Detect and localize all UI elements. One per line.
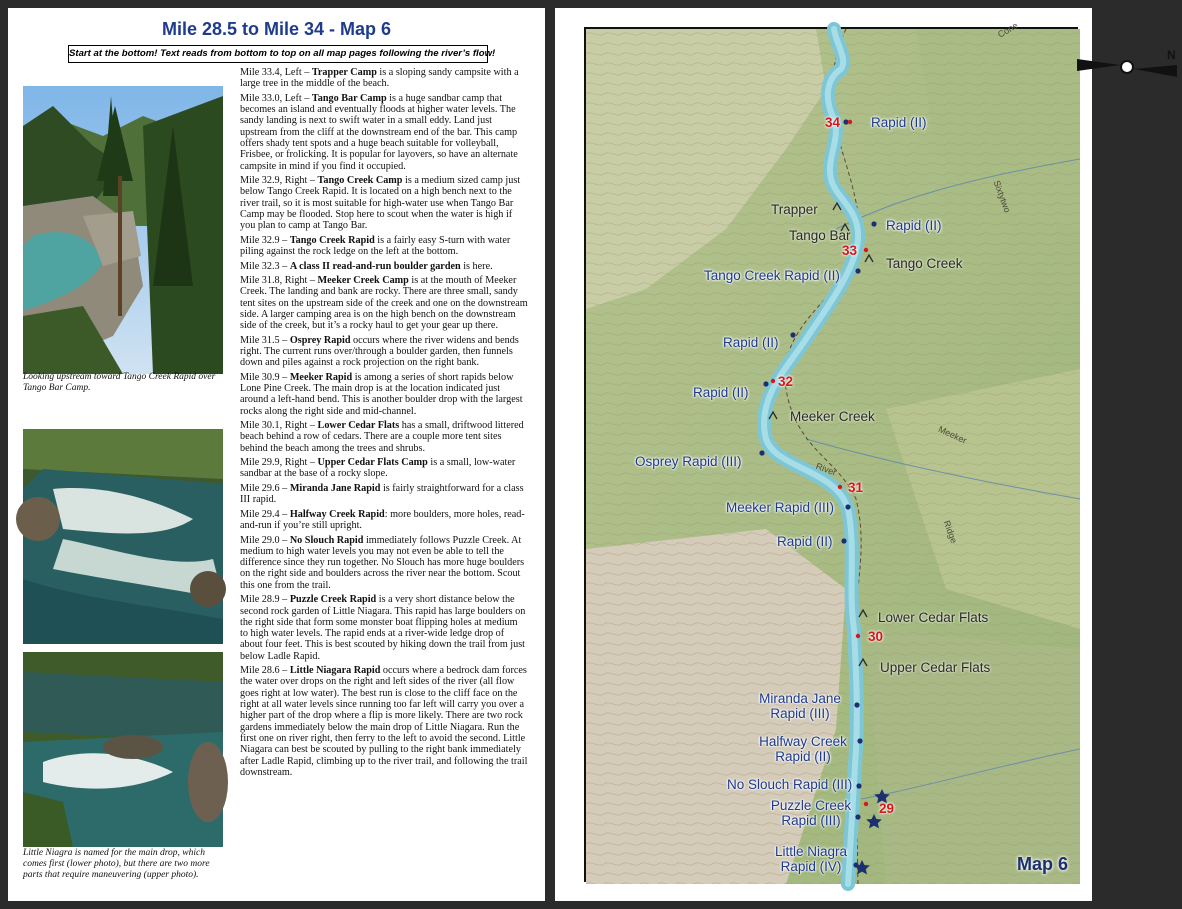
topo-name-ridge: Ridge bbox=[941, 519, 960, 545]
map-number-label: Map 6 bbox=[1016, 854, 1068, 874]
entry-puzzle-creek: Mile 28.9 – Puzzle Creek Rapid is a very short distance below the second rock garden of Little Niagara. This rapid has large boulders on the right side that form some monster boat flipping holes at medium to high water levels. The rapid ends at a river-wide ledge drop of about four feet. This is best scouted by hiking down the trail from just below Ladle Rapid. bbox=[240, 594, 526, 662]
entry-no-slouch: Mile 29.0 – No Slouch Rapid immediately follows Puzzle Creek. At medium to high water levels you may not even be able to tell the difference since they run together. No Slouch has more huge boulders on the right side and boulders across the river near the bottom. Scout this one from the trail. bbox=[240, 534, 525, 591]
entry-lower-cedar-flats: Mile 30.1, Right – Lower Cedar Flats has a small, driftwood littered beach behind a row of cedars. There are a couple more tent sites behind the beach among the trees and shrubs. bbox=[240, 420, 524, 454]
mile-marker-32: 32 bbox=[778, 374, 794, 389]
map-label-tango-bar: Tango Bar bbox=[789, 228, 851, 243]
entry-tango-creek-camp: Mile 32.9, Right – Tango Creek Camp is a medium sized camp just below Tango Creek Rapid. It is located on a high bench next to the river trail, so it is most suitable for high-water use when Tango Bar Camp may be flooded. Stop here to scout when the water is high if you plan to camp at Tango Bar. bbox=[240, 175, 521, 232]
map-label-meeker-creek: Meeker Creek bbox=[790, 409, 875, 424]
entry-tango-bar-camp: Mile 33.0, Left – Tango Bar Camp is a huge sandbar camp that becomes an island and eventually floods at higher water levels. The sandy landing is next to swift water in a small eddy. Land just upstream from the cliff at the downstream end of the bar. This camp offers shady tent spots and a huge beach suitable for volleyball, Frisbee, or frolicking. It is popular for layovers, so have an alternate campsite in mind if you find it occupied. bbox=[240, 92, 518, 172]
topo-name-sixtytwo: Sixtytwo bbox=[991, 179, 1013, 214]
mile-marker-34: 34 bbox=[825, 115, 841, 130]
photo-little-niagra-lower bbox=[23, 652, 223, 847]
entry-little-niagara: Mile 28.6 – Little Niagara Rapid occurs where a bedrock dam forces the water over drops on the right and left sides of the river (all flow goes right at low water). The best run is close to the cliff face on the right at all water levels since running too far left will carry you over a higher part of the drop where a flip is more likely. There are two rock gardens immediately below the main drop of Little Niagara. Run the first one on river right, then ferry to the left to avoid the second. Little Niagara can best be scouted by pulling to the right bank immediately after Ladle Rapid, climbing up to the river trail, and following the trail downstream. bbox=[240, 665, 528, 778]
entry-boulder-garden: Mile 32.3 – A class II read-and-run boulder garden is here. bbox=[240, 260, 493, 272]
map-label-upper-cedar-flats: Upper Cedar Flats bbox=[880, 660, 991, 675]
map-label-osprey-rapid: Osprey Rapid (III) bbox=[635, 454, 742, 469]
map-label-no-slouch: No Slouch Rapid (III) bbox=[727, 777, 853, 792]
map-label-lower-cedar-flats: Lower Cedar Flats bbox=[878, 610, 989, 625]
map-label-trapper: Trapper bbox=[771, 202, 818, 217]
map-label-rapid-ii-a: Rapid (II) bbox=[723, 335, 779, 350]
topo-name-river: River bbox=[814, 461, 838, 478]
map-label-rapid-tango-bar: Rapid (II) bbox=[886, 218, 942, 233]
map-label-puzzle-creek: Puzzle Creek Rapid (III) bbox=[770, 798, 852, 828]
entry-upper-cedar-flats: Mile 29.9, Right – Upper Cedar Flats Camp is a small, low-water sandbar at the base of a rocky slope. bbox=[240, 457, 516, 480]
photo-caption-tango: Looking upstream toward Tango Creek Rapid over Tango Bar Camp. bbox=[23, 372, 216, 393]
map-label-rapid-34: Rapid (II) bbox=[871, 115, 927, 130]
mile-marker-29: 29 bbox=[879, 801, 895, 816]
map-label-rapid-ii-c: Rapid (II) bbox=[777, 534, 833, 549]
photo-tango-creek bbox=[23, 86, 223, 374]
map-label-miranda-jane: Miranda Jane Rapid (III) bbox=[759, 691, 841, 721]
entry-osprey-rapid: Mile 31.5 – Osprey Rapid occurs where the river widens and bends right. The current runs over/through a boulder garden, then funnels down and piles against a rock projection on the right bank. bbox=[240, 334, 519, 369]
svg-text:N: N bbox=[1167, 48, 1176, 62]
map-label-halfway-creek: Halfway Creek Rapid (II) bbox=[759, 734, 847, 764]
reading-direction-banner: Start at the bottom! Text reads from bottom to top on all map pages following the river’s flow! bbox=[68, 45, 488, 63]
map-label-rapid-ii-b: Rapid (II) bbox=[693, 385, 749, 400]
page-title: Mile 28.5 to Mile 34 - Map 6 bbox=[161, 19, 392, 39]
river-map bbox=[584, 20, 1176, 882]
entry-halfway-creek: Mile 29.4 – Halfway Creek Rapid: more boulders, more holes, read-and-run if you’re still upright. bbox=[240, 508, 525, 532]
entry-trapper-camp: Mile 33.4, Left – Trapper Camp is a sloping sandy campsite with a large tree in the middle of the beach. bbox=[240, 67, 519, 90]
mile-marker-33: 33 bbox=[842, 243, 858, 258]
map-label-tango-creek: Tango Creek bbox=[886, 256, 963, 271]
entry-tango-creek-rapid: Mile 32.9 – Tango Creek Rapid is a fairly easy S-turn with water piling against the rock ledge on the left at the bottom. bbox=[240, 234, 511, 258]
map-label-meeker-rapid: Meeker Rapid (III) bbox=[726, 500, 835, 515]
photo-little-niagra-upper bbox=[23, 429, 223, 644]
map-label-tango-creek-rapid: Tango Creek Rapid (II) bbox=[704, 268, 840, 283]
map-label-little-niagra: Little Niagra Rapid (IV) bbox=[774, 844, 848, 874]
mile-entries bbox=[240, 67, 528, 781]
entry-meeker-rapid: Mile 30.9 – Meeker Rapid is among a series of short rapids below Lone Pine Creek. The main drop is at the location indicated just around a left-hand bend. This is another boulder drop with the largest rocks along the right side and mid-channel. bbox=[240, 371, 523, 417]
right-page bbox=[555, 8, 1176, 901]
left-page bbox=[8, 8, 545, 901]
photo-caption-niagra: Little Niagra is named for the main drop, which comes first (lower photo), but there are two more parts that require maneuvering (upper photo). bbox=[23, 848, 210, 880]
entry-meeker-creek-camp: Mile 31.8, Right – Meeker Creek Camp is at the mouth of Meeker Creek. The landing and bank are rocky. There are three small, sandy tent sites on the upstream side of the creek and one on the downstream side. A larger camping area is on the high bench on the downstream side of the creek, but it’s a rocky haul to get your gear up there. bbox=[240, 274, 528, 332]
topo-name-cone: Cone bbox=[996, 20, 1020, 40]
entry-miranda-jane: Mile 29.6 – Miranda Jane Rapid is fairly straightforward for a class III rapid. bbox=[240, 482, 524, 506]
mile-marker-30: 30 bbox=[868, 629, 884, 644]
topo-name-meeker: Meeker bbox=[936, 424, 969, 446]
mile-marker-31: 31 bbox=[848, 480, 864, 495]
